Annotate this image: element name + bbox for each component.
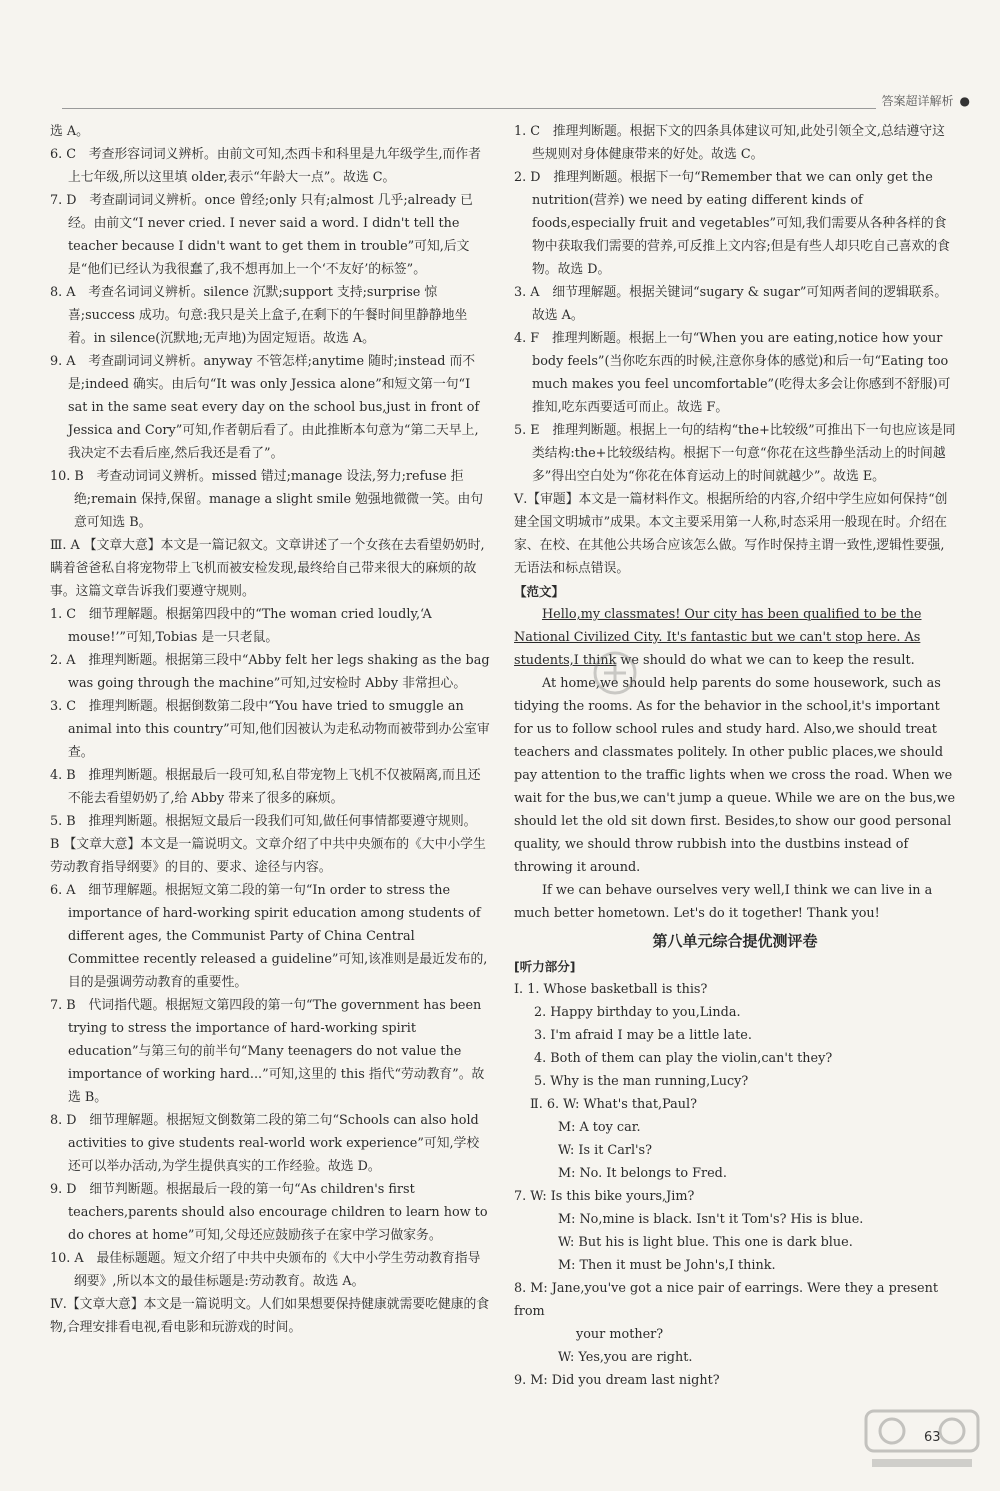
listening-sentence: 5. Why is the man running,Lucy?: [534, 1074, 749, 1089]
answer-item: 6. A 细节理解题。根据短文第二段的第一句“In order to stress the importance of hard-working spirit education among students of different ages, the Communist Party of China Central Committee recently released a guideline”可知,该准则是最近发布的,目的是强调劳动教育的重要性。: [50, 883, 488, 990]
model-essay: [514, 603, 956, 925]
answer-item: 6. C 考查形容词词义辨析。由前文可知,杰西卡和科里是九年级学生,而作者上七年级,所以这里填 older,表示“年龄大一点”。故选 C。: [50, 147, 481, 185]
answer-item: 10. B 考查动词词义辨析。missed 错过;manage 设法,努力;refuse 拒绝;remain 保持,保留。manage a slight smile 勉强地微微一笑。由句意可知选 B。: [50, 469, 484, 530]
section-intro: Ⅴ.【审题】本文是一篇材料作文。根据所给的内容,介绍中学生应如何保持“创建全国文明城市”成果。本文主要采用第一人称,时态采用一般现在时。介绍在家、在校、在其他公共场合应该怎么做。写作时保持主谓一致性,逻辑性要强,无语法和标点错误。: [514, 492, 948, 576]
right-column: [514, 120, 956, 1392]
dialog-line: M: Then it must be John's,I think.: [558, 1258, 776, 1273]
essay-underlined: Hello,my classmates! Our city has been qualified to be the National Civilized City. It's fantastic but we can't stop here. As students,I think: [514, 607, 922, 668]
q8-lead: 8. M: Jane,you've got a nice pair of earrings. Were they a present from: [514, 1281, 938, 1319]
dialog-line: M: No. It belongs to Fred.: [558, 1166, 727, 1181]
answer-item: 1. C 推理判断题。根据下文的四条具体建议可知,此处引领全文,总结遵守这些规则对身体健康带来的好处。故选 C。: [514, 124, 945, 162]
answer-item: 5. E 推理判断题。根据上一句的结构“the+比较级”可推出下一句也应该是同类结构:the+比较级结构。根据下一句意“你花在这些静坐活动上的时间越多”得出空白处为“你花在体育运动上的时间就越少”。故选 E。: [514, 423, 956, 484]
answer-item: 5. B 推理判断题。根据短文最后一段我们可知,做任何事情都要遵守规则。: [50, 814, 477, 829]
q7-lines: [514, 1208, 956, 1277]
dialog-line: M: No,mine is black. Isn't it Tom's? His is blue.: [558, 1212, 864, 1227]
header-label: [876, 92, 971, 109]
header-title: 答案超详解析: [881, 94, 954, 108]
q7-lead: 7. W: Is this bike yours,Jim?: [514, 1189, 695, 1204]
answer-item: 9. D 细节判断题。根据最后一段的第一句“As children's first teachers,parents should also encourage children to learn how to do chores at home”可知,父母还应鼓励孩子在家中学习做家务。: [50, 1182, 488, 1243]
q6-lead: Ⅱ. 6. W: What's that,Paul?: [530, 1097, 697, 1112]
answer-item: 8. A 考查名词词义辨析。silence 沉默;support 支持;surprise 惊喜;success 成功。句意:我只是关上盒子,在剩下的午餐时间里静静地坐着。in silence(沉默地;无声地)为固定短语。故选 A。: [50, 285, 468, 346]
dialog-line: M: A toy car.: [558, 1120, 641, 1135]
answer-item: 2. A 推理判断题。根据第三段中“Abby felt her legs shaking as the bag was going through the machine”可知,过安检时 Abby 非常担心。: [50, 653, 490, 691]
unit-title: 第八单元综合提优测评卷: [652, 932, 818, 950]
answer-item: 8. D 细节理解题。根据短文倒数第二段的第二句“Schools can also hold activities to give students real-world work experience”可知,学校还可以举办活动,为学生提供真实的工作经验。故选 D。: [50, 1113, 480, 1174]
listening-sentence: 3. I'm afraid I may be a little late.: [534, 1028, 752, 1043]
q6-lines: [514, 1116, 956, 1185]
section-intro: Ⅳ.【文章大意】本文是一篇说明文。人们如果想要保持健康就需要吃健康的食物,合理安排看电视,看电影和玩游戏的时间。: [50, 1297, 490, 1335]
answer-item: 2. D 推理判断题。根据下一句“Remember that we can only get the nutrition(营养) we need by eating different kinds of foods,especially fruit and vegetables”可知,我们需要从各种各样的食物中获取我们需要的营养,可反推上文内容;但是有些人却只吃自己喜欢的食物。故选 D。: [514, 170, 950, 277]
essay-paragraph-3: If we can behave ourselves very well,I think we can live in a much better hometown. Let's do it together! Thank you!: [514, 883, 933, 921]
answer-item: 10. A 最佳标题题。短文介绍了中共中央颁布的《大中小学生劳动教育指导纲要》,所以本文的最佳标题是:劳动教育。故选 A。: [50, 1251, 481, 1289]
answer-item: 1. C 细节理解题。根据第四段中的“The woman cried loudly,‘A mouse!’”可知,Tobias 是一只老鼠。: [50, 607, 432, 645]
listening-q6: [514, 1093, 956, 1185]
listening-sentence: 4. Both of them can play the violin,can't they?: [534, 1051, 833, 1066]
listening-label: [听力部分]: [514, 959, 576, 974]
answer-item: 7. D 考查副词词义辨析。once 曾经;only 只有;almost 几乎;already 已经。由前文“I never cried. I never said a word. I didn't tell the teacher because I didn't want to get them in trouble”可知,后文是“他们已经认为我很蠢了,我不想再加上一个‘不友好’的标签”。: [50, 193, 473, 277]
section-intro: Ⅲ. A 【文章大意】本文是一篇记叙文。文章讲述了一个女孩在去看望奶奶时,瞒着爸爸私自将宠物带上飞机而被安检发现,最终给自己带来很大的麻烦的故事。这篇文章告诉我们要遵守规则。: [50, 538, 485, 599]
answer-item: 9. A 考查副词词义辨析。anyway 不管怎样;anytime 随时;instead 而不是;indeed 确实。由后句“It was only Jessica alone”和短文第一句“I sat in the same seat every day on the school bus,just in front of Jessica and Cory”可知,作者朝后看了。由此推断本句意为“第二天早上,我决定不去看后座,然后我还是看了”。: [50, 354, 480, 461]
section-intro: 选 A。: [50, 124, 89, 139]
listening-sentence: Ⅰ. 1. Whose basketball is this?: [514, 982, 708, 997]
right-answer-list: [514, 120, 956, 580]
answer-item: 3. C 推理判断题。根据倒数第二段中“You have tried to smuggle an animal into this country”可知,他们因被认为走私动物而被带到办公室审查。: [50, 699, 490, 760]
dialog-line: W: Yes,you are right.: [558, 1350, 693, 1365]
listening-part-1: [514, 978, 956, 1093]
q8-lines: [514, 1346, 956, 1369]
answer-item: 3. A 细节理解题。根据关键词“sugary & sugar”可知两者间的逻辑联系。故选 A。: [514, 285, 948, 323]
answer-item: 4. B 推理判断题。根据最后一段可知,私自带宠物上飞机不仅被隔离,而且还不能去看望奶奶了,给 Abby 带来了很多的麻烦。: [50, 768, 481, 806]
page-number: 63: [924, 1430, 941, 1445]
essay-label: 【范文】: [514, 584, 565, 599]
listening-q8: [514, 1277, 956, 1369]
q9-lead: 9. M: Did you dream last night?: [514, 1373, 720, 1388]
answer-item: 4. F 推理判断题。根据上一句“When you are eating,notice how your body feels”(当你吃东西的时候,注意你身体的感觉)和后一句“Eating too much makes you feel uncomfortable”(吃得太多会让你感到不舒服)可推知,吃东西要适可而止。故选 F。: [514, 331, 951, 415]
stamp-mark-icon: [590, 648, 640, 698]
dialog-line: W: Is it Carl's?: [558, 1143, 652, 1158]
watermark-logo-icon: [862, 1403, 982, 1473]
listening-q7: [514, 1185, 956, 1277]
essay-p1-rest: we should do what we can to keep the result.: [620, 653, 915, 668]
essay-paragraph-2: At home,we should help parents do some housework, such as tidying the rooms. As for the behavior in the school,it's important for us to follow school rules and study hard. Also,we should treat teachers and classmates politely. In other public places,we should pay attention to the traffic lights when we cross the road. When we wait for the bus,we can't jump a queue. While we are on the bus,we should let the old sit down first. Besides,to show our good personal quality, we should throw rubbish into the dustbins instead of throwing it around.: [514, 676, 956, 875]
answer-item: 7. B 代词指代题。根据短文第四段的第一句“The government has been trying to stress the importance of hard-working spirit education”与第三句的前半句“Many teenagers do not value the importance of working hard...”可知,这里的 this 指代“劳动教育”。故选 B。: [50, 998, 485, 1105]
dialog-line: W: But his is light blue. This one is dark blue.: [558, 1235, 853, 1250]
left-column: [50, 120, 490, 1339]
q8-cont: your mother?: [576, 1327, 664, 1342]
section-intro: B 【文章大意】本文是一篇说明文。文章介绍了中共中央颁布的《大中小学生劳动教育指导纲要》的目的、要求、途径与内容。: [50, 837, 486, 875]
header-dot-icon: ●: [959, 94, 970, 108]
listening-sentence: 2. Happy birthday to you,Linda.: [534, 1005, 741, 1020]
essay-paragraph-1: [514, 603, 956, 672]
header-rule: [62, 94, 970, 109]
